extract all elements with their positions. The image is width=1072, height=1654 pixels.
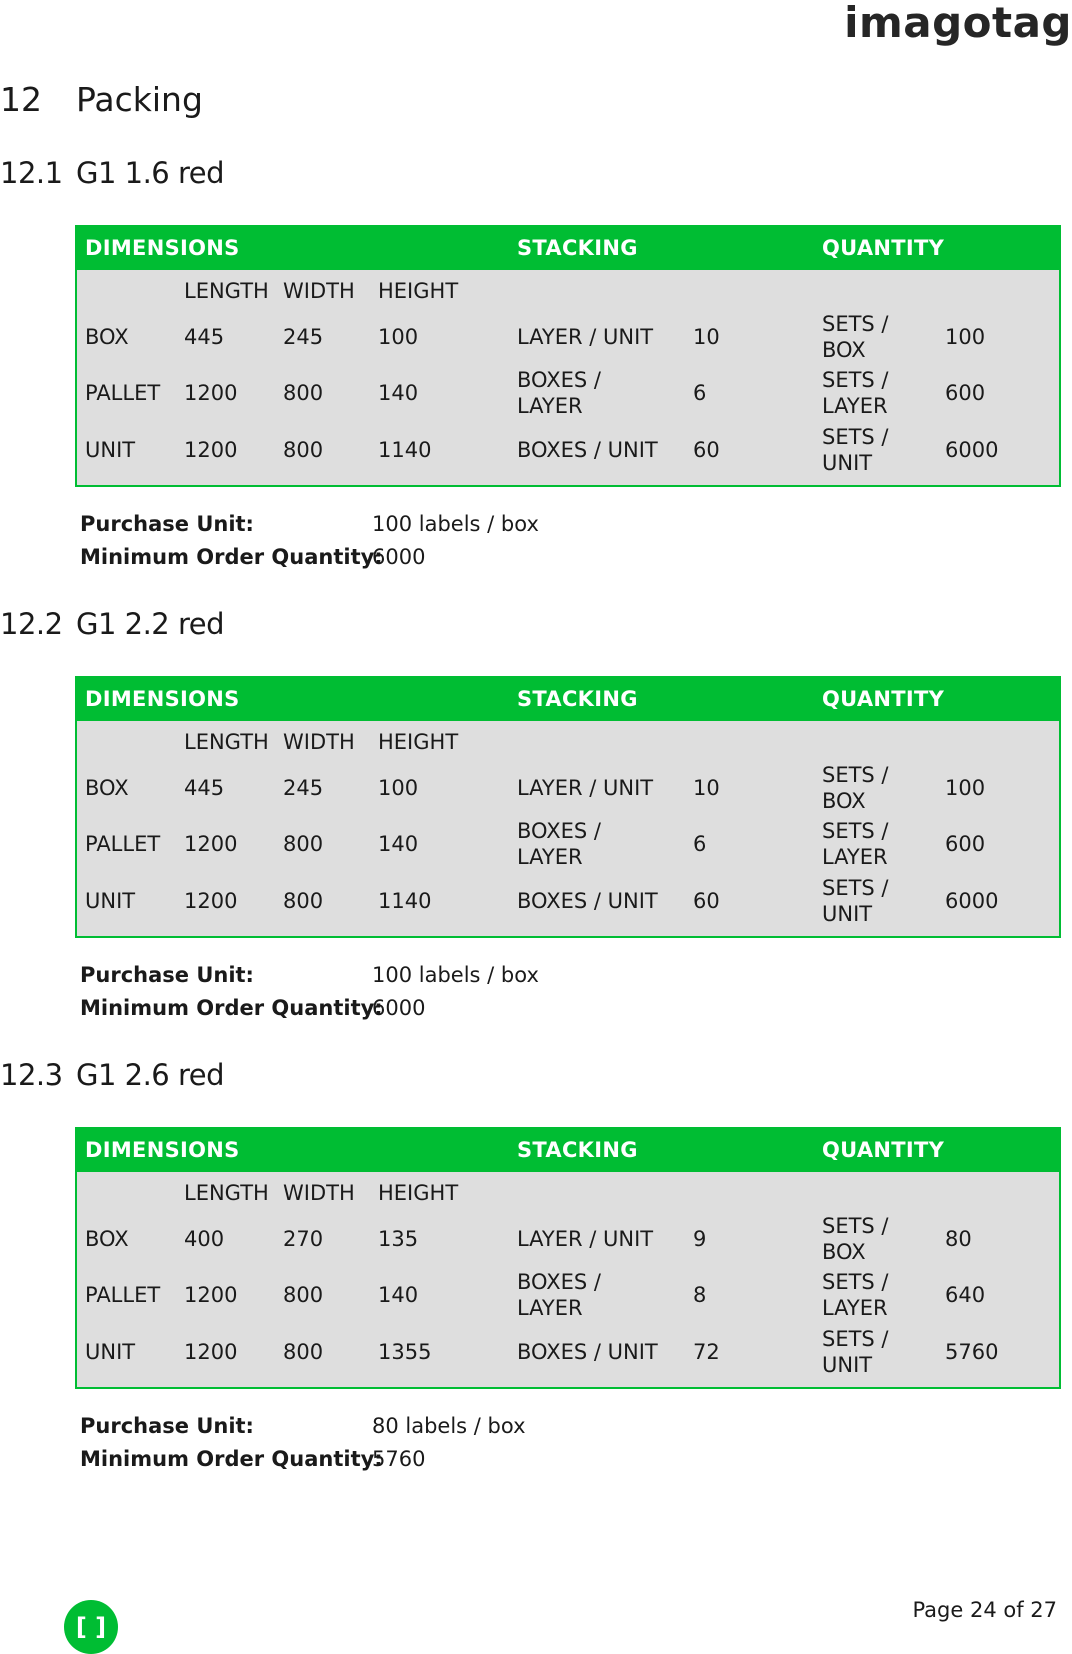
- header-stacking: STACKING: [517, 1138, 638, 1162]
- row-name: UNIT: [85, 438, 136, 462]
- row-stacking-value: 60: [693, 438, 720, 462]
- packing-table: [75, 676, 1061, 938]
- row-length: 445: [184, 776, 225, 800]
- row-length: 1200: [184, 1283, 238, 1307]
- header-dimensions: DIMENSIONS: [85, 1138, 240, 1162]
- moq-label: Minimum Order Quantity:: [80, 1447, 383, 1471]
- col-header-width: WIDTH: [283, 279, 355, 303]
- row-length: 1200: [184, 889, 238, 913]
- moq-value: 6000: [372, 996, 426, 1020]
- row-length: 1200: [184, 832, 238, 856]
- row-quantity-value: 100: [945, 776, 986, 800]
- row-name: BOX: [85, 325, 129, 349]
- row-height: 100: [378, 776, 419, 800]
- table-header-bar: [77, 678, 1059, 721]
- section-title: G1 2.2 red: [76, 607, 225, 641]
- chapter-title: Packing: [76, 80, 203, 119]
- row-width: 800: [283, 438, 324, 462]
- row-quantity-label: SETS / UNIT: [822, 876, 889, 926]
- row-width: 270: [283, 1227, 324, 1251]
- row-quantity-label: SETS / UNIT: [822, 425, 889, 475]
- row-length: 1200: [184, 438, 238, 462]
- col-header-length: LENGTH: [184, 1181, 269, 1205]
- row-stacking-value: 9: [693, 1227, 707, 1251]
- section-title: G1 1.6 red: [76, 156, 225, 190]
- brand-logo: imagotag: [844, 0, 1072, 47]
- row-name: BOX: [85, 776, 129, 800]
- row-width: 800: [283, 832, 324, 856]
- row-quantity-value: 6000: [945, 889, 999, 913]
- row-width: 245: [283, 776, 324, 800]
- chapter-heading: [0, 80, 203, 119]
- row-stacking-label: BOXES / UNIT: [517, 889, 658, 913]
- section-heading: [0, 1058, 224, 1092]
- row-quantity-label: SETS / BOX: [822, 312, 889, 362]
- row-quantity-value: 600: [945, 832, 986, 856]
- row-stacking-value: 10: [693, 776, 720, 800]
- row-length: 400: [184, 1227, 225, 1251]
- col-header-height: HEIGHT: [378, 1181, 459, 1205]
- row-height: 140: [378, 832, 419, 856]
- row-stacking-label: LAYER / UNIT: [517, 776, 654, 800]
- row-name: PALLET: [85, 381, 161, 405]
- row-stacking-value: 6: [693, 832, 707, 856]
- row-stacking-value: 10: [693, 325, 720, 349]
- row-quantity-value: 5760: [945, 1340, 999, 1364]
- row-height: 140: [378, 381, 419, 405]
- row-stacking-label: BOXES / LAYER: [517, 819, 601, 869]
- row-height: 135: [378, 1227, 419, 1251]
- row-stacking-value: 8: [693, 1283, 707, 1307]
- header-quantity: QUANTITY: [822, 1138, 945, 1162]
- row-width: 245: [283, 325, 324, 349]
- row-stacking-label: BOXES / LAYER: [517, 1270, 601, 1320]
- moq-value: 6000: [372, 545, 426, 569]
- col-header-height: HEIGHT: [378, 730, 459, 754]
- row-stacking-value: 6: [693, 381, 707, 405]
- col-header-width: WIDTH: [283, 1181, 355, 1205]
- packing-table: [75, 1127, 1061, 1389]
- page-number: Page 24 of 27: [912, 1598, 1057, 1622]
- row-quantity-label: SETS / LAYER: [822, 819, 889, 869]
- row-stacking-label: LAYER / UNIT: [517, 325, 654, 349]
- row-height: 100: [378, 325, 419, 349]
- row-length: 1200: [184, 1340, 238, 1364]
- section-number: 12.1: [0, 156, 63, 190]
- moq-value: 5760: [372, 1447, 426, 1471]
- row-stacking-value: 60: [693, 889, 720, 913]
- row-length: 445: [184, 325, 225, 349]
- row-name: UNIT: [85, 1340, 136, 1364]
- row-quantity-label: SETS / UNIT: [822, 1327, 889, 1377]
- row-stacking-label: BOXES / UNIT: [517, 438, 658, 462]
- purchase-unit-label: Purchase Unit:: [80, 512, 254, 536]
- section-number: 12.2: [0, 607, 63, 641]
- row-name: PALLET: [85, 832, 161, 856]
- moq-label: Minimum Order Quantity:: [80, 545, 383, 569]
- row-height: 1140: [378, 889, 432, 913]
- moq-label: Minimum Order Quantity:: [80, 996, 383, 1020]
- section-number: 12.3: [0, 1058, 63, 1092]
- header-stacking: STACKING: [517, 236, 638, 260]
- section-heading: [0, 156, 224, 190]
- row-quantity-value: 640: [945, 1283, 986, 1307]
- row-width: 800: [283, 1340, 324, 1364]
- col-header-length: LENGTH: [184, 730, 269, 754]
- section-title: G1 2.6 red: [76, 1058, 225, 1092]
- row-height: 1355: [378, 1340, 432, 1364]
- row-name: PALLET: [85, 1283, 161, 1307]
- row-height: 1140: [378, 438, 432, 462]
- row-quantity-value: 600: [945, 381, 986, 405]
- purchase-unit-label: Purchase Unit:: [80, 963, 254, 987]
- row-stacking-label: BOXES / LAYER: [517, 368, 601, 418]
- table-header-bar: [77, 227, 1059, 270]
- header-stacking: STACKING: [517, 687, 638, 711]
- purchase-unit-value: 80 labels / box: [372, 1414, 526, 1438]
- col-header-length: LENGTH: [184, 279, 269, 303]
- row-quantity-label: SETS / LAYER: [822, 1270, 889, 1320]
- row-width: 800: [283, 1283, 324, 1307]
- row-quantity-value: 80: [945, 1227, 972, 1251]
- header-quantity: QUANTITY: [822, 236, 945, 260]
- table-header-bar: [77, 1129, 1059, 1172]
- header-dimensions: DIMENSIONS: [85, 687, 240, 711]
- section-heading: [0, 607, 224, 641]
- row-length: 1200: [184, 381, 238, 405]
- row-height: 140: [378, 1283, 419, 1307]
- row-quantity-label: SETS / LAYER: [822, 368, 889, 418]
- row-quantity-label: SETS / BOX: [822, 763, 889, 813]
- col-header-width: WIDTH: [283, 730, 355, 754]
- purchase-unit-label: Purchase Unit:: [80, 1414, 254, 1438]
- row-width: 800: [283, 381, 324, 405]
- row-name: UNIT: [85, 889, 136, 913]
- row-quantity-value: 100: [945, 325, 986, 349]
- header-quantity: QUANTITY: [822, 687, 945, 711]
- header-dimensions: DIMENSIONS: [85, 236, 240, 260]
- row-quantity-value: 6000: [945, 438, 999, 462]
- row-name: BOX: [85, 1227, 129, 1251]
- row-stacking-label: LAYER / UNIT: [517, 1227, 654, 1251]
- row-stacking-value: 72: [693, 1340, 720, 1364]
- chapter-number: 12: [0, 80, 42, 119]
- row-width: 800: [283, 889, 324, 913]
- row-stacking-label: BOXES / UNIT: [517, 1340, 658, 1364]
- col-header-height: HEIGHT: [378, 279, 459, 303]
- footer-logo-icon: [ ]: [64, 1600, 118, 1654]
- packing-table: [75, 225, 1061, 487]
- row-quantity-label: SETS / BOX: [822, 1214, 889, 1264]
- purchase-unit-value: 100 labels / box: [372, 963, 539, 987]
- purchase-unit-value: 100 labels / box: [372, 512, 539, 536]
